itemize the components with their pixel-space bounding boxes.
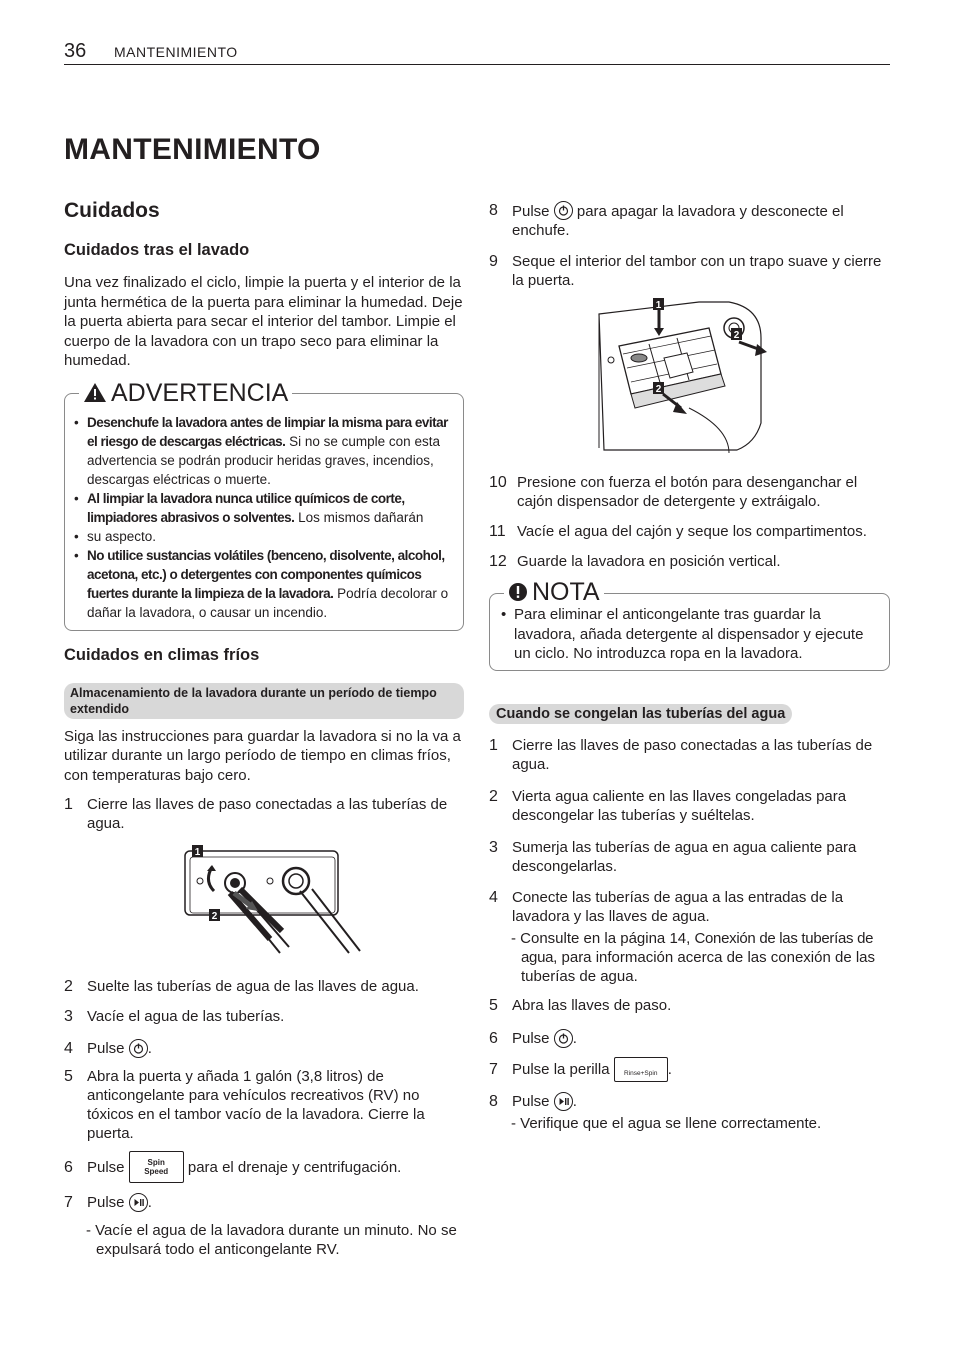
- step-text: Vacíe el agua del cajón y seque los compartimentos.: [517, 523, 867, 540]
- exclamation-icon: [508, 582, 528, 602]
- header-section-name: MANTENIMIENTO: [114, 44, 238, 60]
- step-item: [489, 736, 890, 774]
- step-item: [489, 473, 890, 511]
- knob-label: Rinse+Spin: [624, 1069, 658, 1077]
- step-number: 1: [64, 796, 73, 813]
- power-icon: [129, 1039, 148, 1058]
- step-text: Pulse: [512, 203, 550, 220]
- step-item: [489, 1057, 890, 1082]
- step-text: Pulse la perilla: [512, 1060, 610, 1078]
- step-item: [489, 838, 890, 876]
- after-wash-paragraph: Una vez finalizado el ciclo, limpie la puerta y el interior de la junta hermética de la puerta para eliminar la humedad. Deje la puerta abierta para secar el interior del tambor. Limpie el cuerpo de la lavadora con un trapo seco para eliminar la humedad.: [64, 274, 463, 369]
- warning-item-text: Si no se cumple con esta advertencia se podrán producir heridas graves, incendios, descargas eléctricas o muerte.: [87, 433, 440, 487]
- step-subnote: - Verifique que el agua se llene correctamente.: [511, 1114, 822, 1132]
- step-item: [489, 1092, 890, 1111]
- warning-item-bold: Desenchufe la lavadora antes de limpiar la misma para evitar el riesgo de descargas eléctricas.: [87, 414, 448, 449]
- step-text: Pulse: [512, 1092, 550, 1110]
- subnote-link-text: Conexión de las tuberías de agua: [521, 929, 874, 966]
- button-label-line1: Spin: [147, 1158, 165, 1167]
- step-text: Cierre las llaves de paso conectadas a las tuberías de agua.: [87, 796, 448, 832]
- step-number: 8: [489, 202, 498, 219]
- note-box: [489, 578, 890, 671]
- step-number: 1: [489, 736, 498, 754]
- button-label-line2: Speed: [144, 1167, 169, 1176]
- warning-item: [73, 546, 453, 622]
- storage-intro: Siga las instrucciones para guardar la lavadora si no la va a utilizar durante un largo período de tiempo en climas fríos, con temperaturas bajo cero.: [64, 727, 461, 784]
- step-text-end: para apagar la lavadora y desconecte el enchufe.: [512, 203, 844, 239]
- warning-box: [64, 378, 464, 631]
- callout-2: 2: [733, 330, 740, 341]
- callout-1: 1: [655, 300, 662, 311]
- warning-item-text: Los mismos dañarán: [294, 509, 424, 525]
- step-number: 6: [64, 1158, 73, 1176]
- step-item: [64, 1007, 464, 1026]
- note-item: • Para eliminar el anticongelante tras guardar la lavadora, añada detergente al dispensador y ejecute un ciclo. No introduzca ropa en la lavadora.: [500, 605, 877, 664]
- step-item: [64, 977, 464, 996]
- step-number: 4: [64, 1040, 73, 1057]
- page-number: 36: [64, 40, 87, 62]
- step-item: [64, 1193, 464, 1212]
- step-item: [64, 795, 464, 833]
- page-header: [64, 40, 890, 65]
- subnote-text: - Consulte en la página 14,: [511, 929, 695, 947]
- warning-triangle-icon: [83, 382, 107, 403]
- left-column: [64, 196, 464, 1259]
- step-item: [489, 1029, 890, 1048]
- step-number: 12: [489, 553, 507, 570]
- power-icon: [554, 1029, 573, 1048]
- step-number: 5: [64, 1068, 73, 1085]
- step-text-end: .: [572, 1092, 577, 1110]
- callout-2: 2: [211, 911, 218, 922]
- step-text: Pulse: [512, 1029, 550, 1047]
- step-number: 6: [489, 1029, 498, 1047]
- step-item: [64, 1067, 464, 1143]
- spin-speed-button-icon: [129, 1151, 184, 1183]
- storage-pill-heading: Almacenamiento de la lavadora durante un período de tiempo extendido: [64, 683, 464, 719]
- step-text: Guarde la lavadora en posición vertical.: [517, 553, 781, 570]
- step-text: Vacíe el agua de las tuberías.: [87, 1008, 285, 1025]
- rinse-spin-knob-icon: [614, 1057, 668, 1082]
- step-text-end: .: [147, 1194, 152, 1211]
- heading-cuidados: Cuidados: [64, 199, 160, 222]
- power-icon: [554, 201, 573, 220]
- warning-title: [79, 378, 292, 408]
- step-text: Pulse: [87, 1040, 125, 1057]
- step-text: Abra la puerta y añada 1 galón (3,8 litros) de anticongelante para vehículos recreativos (RV) no tóxicos en el tambor vacío de la lavadora. Cierre la puerta.: [87, 1068, 425, 1142]
- step-text: Suelte las tuberías de agua de las llaves de agua.: [87, 978, 419, 995]
- warning-item-bold: Al limpiar la lavadora nunca utilice químicos de corte, limpiadores abrasivos o solventes.: [87, 490, 405, 525]
- note-title: [504, 577, 604, 607]
- step-number: 4: [489, 888, 498, 906]
- step-text: Cierre las llaves de paso conectadas a las tuberías de agua.: [512, 736, 873, 773]
- step-text: Vierta agua caliente en las llaves congeladas para descongelar las tuberías y suéltelas.: [512, 787, 847, 824]
- step-text: Sumerja las tuberías de agua en agua caliente para descongelarlas.: [512, 838, 857, 875]
- step-text: Pulse: [87, 1158, 125, 1176]
- step-number: 3: [64, 1008, 73, 1025]
- step-text: Abra las llaves de paso.: [512, 996, 672, 1014]
- warning-item-text: su aspecto.: [87, 528, 157, 544]
- step-number: 2: [64, 978, 73, 995]
- callout-1: 1: [194, 847, 201, 858]
- warning-item: [73, 527, 453, 546]
- step-number: 5: [489, 996, 498, 1014]
- warning-item-bold: No utilice sustancias volátiles (benceno, disolvente, alcohol, acetona, etc.) o detergentes con componentes químicos fuertes durante la limpieza de la lavadora.: [87, 547, 445, 601]
- start-pause-icon: [554, 1092, 573, 1111]
- callout-2b: 2: [655, 384, 662, 395]
- step-text: Pulse: [87, 1194, 125, 1211]
- step-subnote: [489, 929, 890, 986]
- step-text-end: .: [147, 1040, 152, 1057]
- step-number: 2: [489, 787, 498, 805]
- step-number: 3: [489, 838, 498, 856]
- step-number: 7: [64, 1194, 73, 1211]
- step-text-end: para el drenaje y centrifugación.: [187, 1158, 402, 1176]
- step-item: [489, 888, 890, 926]
- step-text: Presione con fuerza el botón para desenganchar el cajón dispensador de detergente y extráigalo.: [517, 474, 858, 510]
- subnote-text: , para información acerca de las conexión de las tuberías de agua.: [521, 948, 876, 985]
- step-item: [489, 522, 890, 541]
- step-item: [489, 996, 890, 1015]
- heading-after-wash: Cuidados tras el lavado: [64, 241, 250, 259]
- warning-title-text: ADVERTENCIA: [111, 378, 289, 407]
- step-number: 9: [489, 253, 498, 270]
- water-tap-illustration: [64, 845, 464, 963]
- step-number: 7: [489, 1060, 498, 1078]
- warning-item: [73, 489, 453, 527]
- step-item: [64, 1039, 464, 1058]
- step-item: [489, 252, 890, 290]
- frozen-pipes-pill-heading: Cuando se congelan las tuberías del agua: [489, 704, 792, 724]
- start-pause-icon: [129, 1193, 148, 1212]
- step-item: [489, 552, 890, 571]
- step-text-end: .: [572, 1029, 577, 1047]
- step-number: 11: [489, 523, 506, 540]
- detergent-drawer-illustration: [489, 298, 889, 453]
- warning-item-text: Podría decolorar o dañar la lavadora, o causar un incendio.: [87, 585, 449, 620]
- page-title: MANTENIMIENTO: [64, 133, 321, 166]
- step-text: Conecte las tuberías de agua a las entradas de la lavadora y las llaves de agua.: [512, 888, 844, 925]
- note-title-text: NOTA: [532, 578, 600, 606]
- step-item: [64, 1151, 464, 1183]
- step-item: [489, 787, 890, 825]
- step-text: Seque el interior del tambor con un trapo suave y cierre la puerta.: [512, 253, 882, 289]
- warning-item: [73, 413, 453, 489]
- step-item: [489, 201, 890, 240]
- warning-list: [73, 413, 453, 622]
- heading-cold-climate: Cuidados en climas fríos: [64, 645, 260, 664]
- step-number: 8: [489, 1092, 498, 1110]
- step-subnote: - Vacíe el agua de la lavadora durante un minuto. No se expulsará todo el anticongelante RV.: [86, 1222, 457, 1258]
- right-column: [489, 196, 890, 1133]
- step-number: 10: [489, 474, 507, 491]
- step-text-end: .: [667, 1060, 672, 1078]
